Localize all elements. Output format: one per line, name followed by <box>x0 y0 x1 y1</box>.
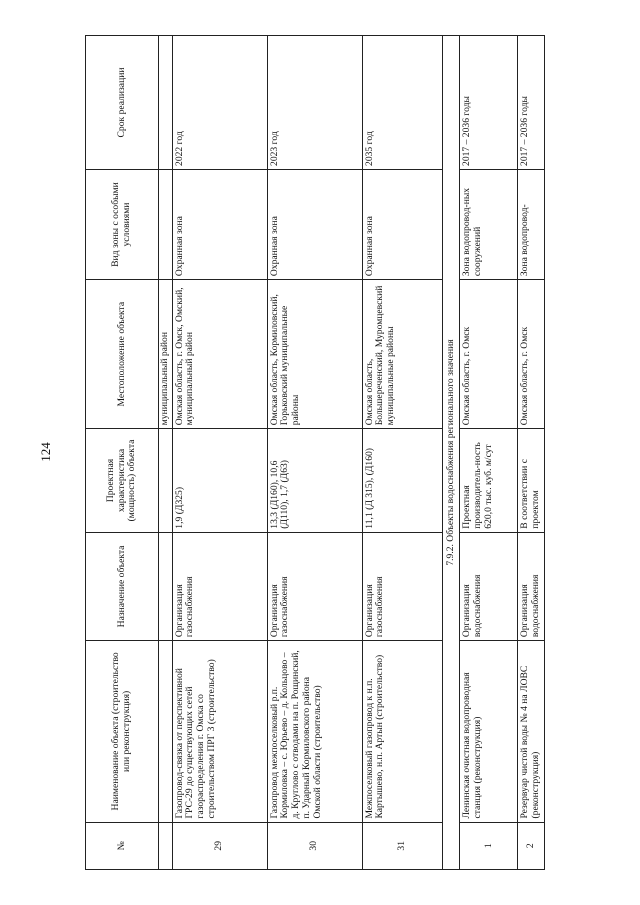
table-row <box>460 36 518 870</box>
cell-num: 2 <box>518 822 544 869</box>
cell-name: Межпоселковый газопровод к н.п. Картышево, н.п. Артын (строительство) <box>362 641 442 822</box>
cell-num: 1 <box>460 822 518 869</box>
rotated-table-container <box>85 35 577 870</box>
col-capacity: Проектная характеристика (мощность) объекта <box>86 429 159 532</box>
col-term: Срок реализации <box>86 36 159 170</box>
col-zone: Вид зоны с особыми условиями <box>86 169 159 279</box>
table-row <box>159 36 173 870</box>
cell-capacity: 1,9 (Д325) <box>172 429 267 532</box>
table-row <box>267 36 362 870</box>
page-number: 124 <box>38 442 53 462</box>
cell-num: 29 <box>172 822 267 869</box>
cell-term: 2023 год <box>267 36 362 170</box>
section-title: 7.9.2. Объекты водоснабжения регионального значения <box>442 36 460 870</box>
cell-location: Омская область, Кормиловский, Горьковский муниципальные районы <box>267 280 362 429</box>
cell-name: Газопровод межпоселковый р.п. Кормиловка – с. Юрьево – д. Кольцово – д. Круглово с отводами на п. Рощинский, п. Ударный Кормиловского района Омской области (строительство) <box>267 641 362 822</box>
table-header-row <box>86 36 159 870</box>
table-row <box>518 36 544 870</box>
cell-zone: Охранная зона <box>362 169 442 279</box>
cell-name: Резервуар чистой воды № 4 на ЛОВС (реконструкция) <box>518 641 544 822</box>
cell-term: 2022 год <box>172 36 267 170</box>
cell-location: Омская область, г. Омск, Омский, муниципальный район <box>172 280 267 429</box>
objects-table <box>85 35 545 870</box>
cell-num: 30 <box>267 822 362 869</box>
table-row <box>362 36 442 870</box>
cell-purpose: Организация газоснабжения <box>267 532 362 640</box>
cell-zone: Зона водопровод-ных сооружений <box>460 169 518 279</box>
cell-capacity: В соответствии с проектом <box>518 429 544 532</box>
cell-name: Газопровод-связка от перспективной ГРС-29 до существующих сетей газораспределения г. Омска со строительством ПРГ 3 (строительство) <box>172 641 267 822</box>
cell-location: Омская область, г. Омск <box>518 280 544 429</box>
cell-purpose: Организация газоснабжения <box>172 532 267 640</box>
cell-term: 2017 – 2036 годы <box>518 36 544 170</box>
col-purpose: Назначение объекта <box>86 532 159 640</box>
cell-purpose: Организация водоснабжения <box>460 532 518 640</box>
section-heading-row <box>442 36 460 870</box>
cell-term: 2017 – 2036 годы <box>460 36 518 170</box>
cell-zone: Зона водопровод- <box>518 169 544 279</box>
cell-location: Омская область, г. Омск <box>460 280 518 429</box>
cell-location: муниципальный район <box>159 280 173 429</box>
col-location: Местоположение объекта <box>86 280 159 429</box>
cell-name: Ленинская очистная водопроводная станция (реконструкция) <box>460 641 518 822</box>
col-num: № <box>86 822 159 869</box>
cell-capacity: 11,1 (Д 315), (Д160) <box>362 429 442 532</box>
cell-term: 2035 год <box>362 36 442 170</box>
col-name: Наименование объекта (строительство или реконструкция) <box>86 641 159 822</box>
cell-location: Омская область, Большереченский, Муромцевский муниципальные районы <box>362 280 442 429</box>
table-row <box>172 36 267 870</box>
cell-purpose: Организация газоснабжения <box>362 532 442 640</box>
cell-zone: Охранная зона <box>267 169 362 279</box>
cell-purpose: Организация водоснабжения <box>518 532 544 640</box>
cell-capacity: Проектная производитель-ность 620,0 тыс. куб. м/сут <box>460 429 518 532</box>
cell-zone: Охранная зона <box>172 169 267 279</box>
cell-num: 31 <box>362 822 442 869</box>
cell-capacity: 13,3 (Д160), 10,6 (Д110), 1,7 (Д63) <box>267 429 362 532</box>
